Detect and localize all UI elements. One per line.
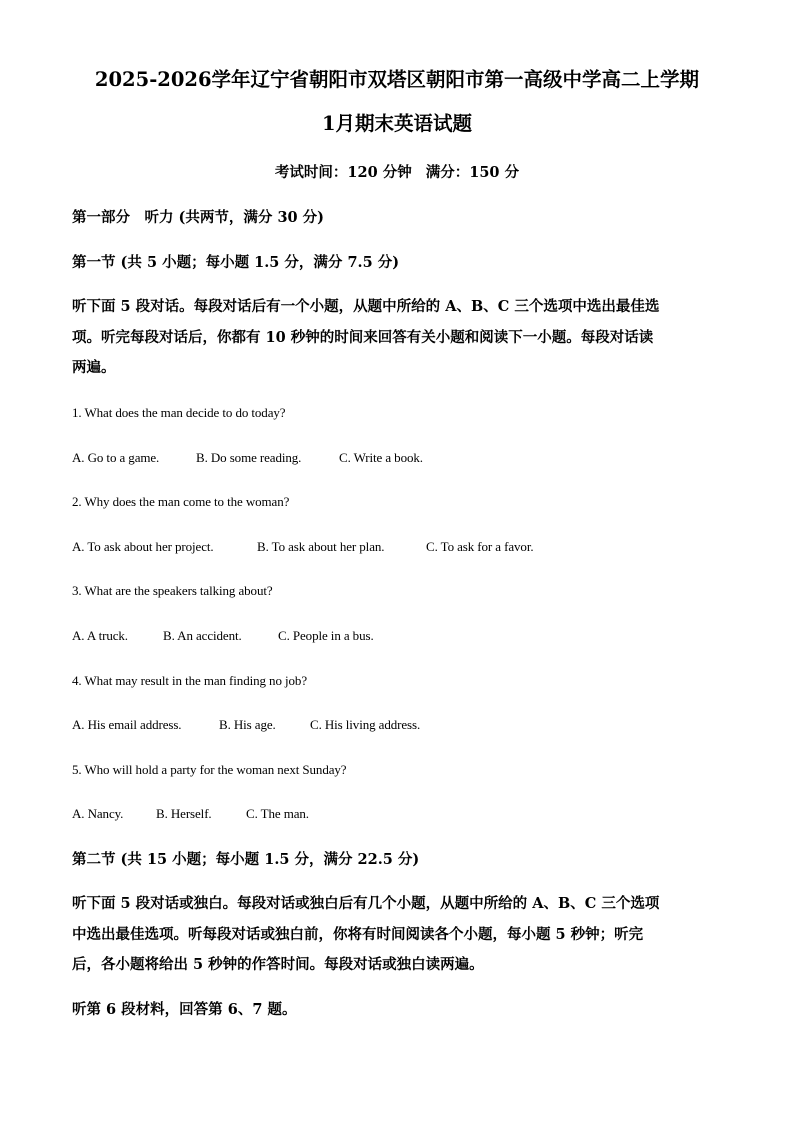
- question-3: 3. What are the speakers talking about?: [72, 583, 273, 598]
- option-b: B. Herself.: [156, 806, 212, 821]
- instruction-line: 后，各小题将给出 5 秒钟的作答时间。每段对话或独白读两遍。: [72, 956, 484, 973]
- option-b: B. His age.: [219, 717, 276, 732]
- question-5-options: [72, 805, 309, 823]
- option-c: C. His living address.: [310, 717, 421, 732]
- option-c: C. Write a book.: [339, 450, 423, 465]
- exam-score: 满分：150 分: [425, 164, 520, 181]
- option-b: B. To ask about her plan.: [257, 539, 385, 554]
- exam-info: [40, 163, 754, 183]
- option-a: A. His email address.: [72, 717, 182, 732]
- instruction-line: 听下面 5 段对话或独白。每段对话或独白后有几个小题，从题中所给的 A、B、C 三个选项: [72, 895, 660, 912]
- question-3-options: [72, 627, 374, 645]
- exam-title-line-1: 2025-2026学年辽宁省朝阳市双塔区朝阳市第一高级中学高二上学期: [94, 68, 700, 91]
- question-5: 5. Who will hold a party for the woman next Sunday?: [72, 762, 347, 777]
- option-b: B. An accident.: [163, 628, 242, 643]
- option-c: C. People in a bus.: [278, 628, 374, 643]
- option-a: A. A truck.: [72, 628, 128, 643]
- instruction-line: 两遍。: [72, 359, 116, 376]
- question-4: 4. What may result in the man finding no job?: [72, 673, 307, 688]
- section-1-instructions: [72, 292, 727, 384]
- question-1: 1. What does the man decide to do today?: [72, 405, 286, 420]
- exam-title-line-2: 1月期末英语试题: [321, 112, 473, 135]
- option-a: A. Nancy.: [72, 806, 124, 821]
- option-c: C. The man.: [246, 806, 309, 821]
- material-note: 听第 6 段材料，回答第 6、7 题。: [72, 1001, 297, 1018]
- question-1-options: [72, 449, 423, 467]
- option-a: A. To ask about her project.: [72, 539, 214, 554]
- section-1-heading: 第一节 (共 5 小题；每小题 1.5 分，满分 7.5 分): [72, 254, 400, 271]
- question-4-options: [72, 716, 420, 734]
- question-2: 2. Why does the man come to the woman?: [72, 494, 290, 509]
- question-2-options: [72, 538, 534, 556]
- section-2-heading: 第二节 (共 15 小题；每小题 1.5 分，满分 22.5 分): [72, 851, 420, 868]
- instruction-line: 听下面 5 段对话。每段对话后有一个小题，从题中所给的 A、B、C 三个选项中选出最佳选: [72, 298, 660, 315]
- option-c: C. To ask for a favor.: [426, 539, 534, 554]
- part-1-heading: 第一部分 听力 (共两节，满分 30 分): [72, 209, 325, 226]
- section-2-instructions: [72, 889, 727, 981]
- option-a: A. Go to a game.: [72, 450, 160, 465]
- instruction-line: 中选出最佳选项。听每段对话或独白前，你将有时间阅读各个小题，每小题 5 秒钟；听完: [72, 925, 644, 943]
- instruction-line: 项。听完每段对话后，你都有 10 秒钟的时间来回答有关小题和阅读下一小题。每段对话读: [72, 328, 654, 346]
- exam-time: 考试时间：120 分钟: [274, 164, 412, 181]
- option-b: B. Do some reading.: [196, 450, 302, 465]
